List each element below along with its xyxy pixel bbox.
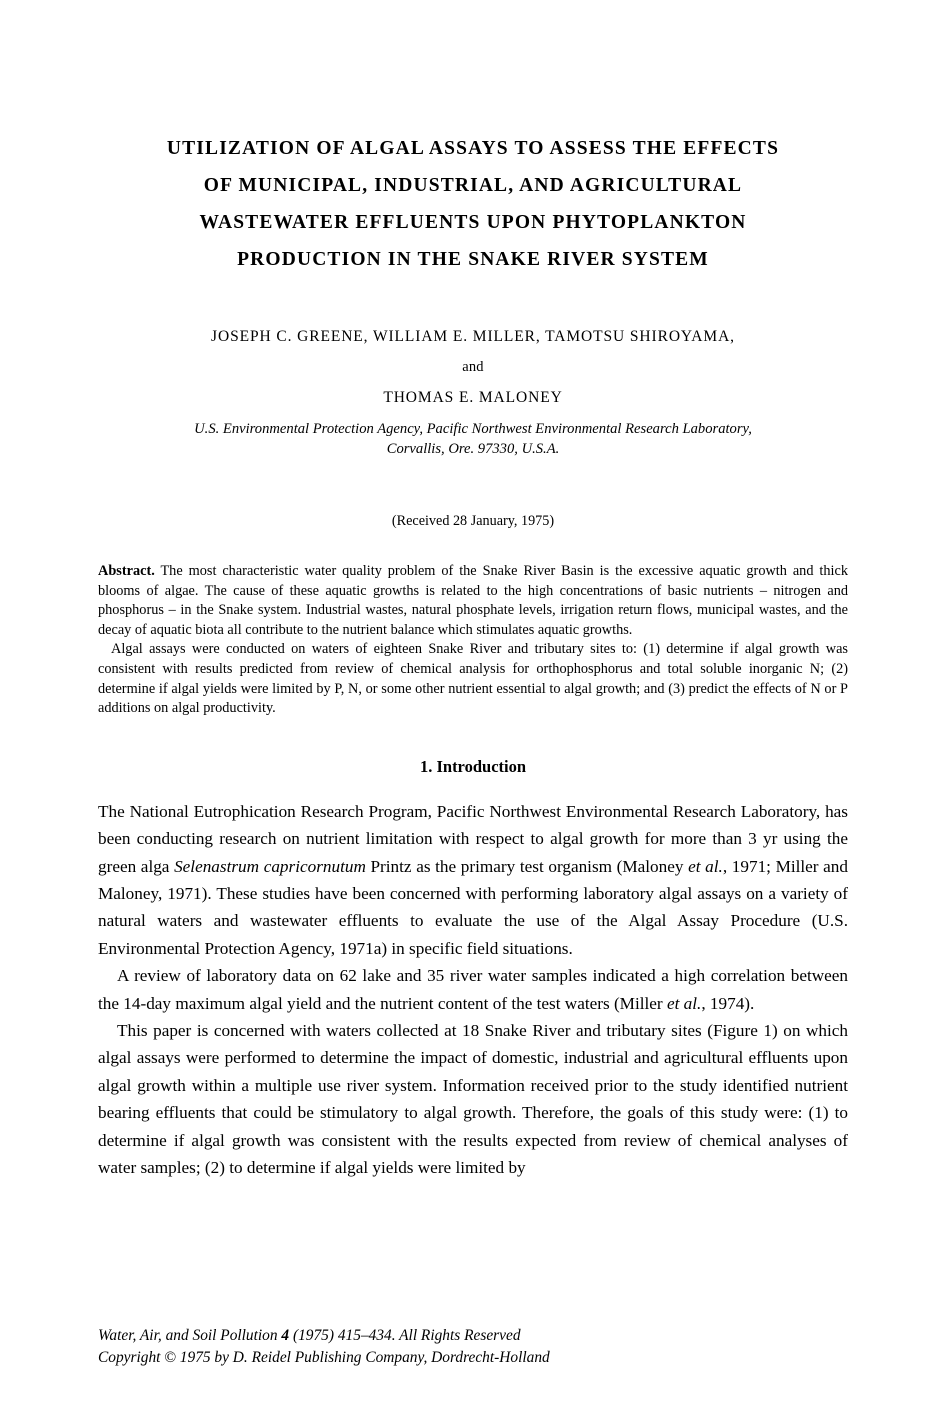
- section-heading-introduction: 1. Introduction: [419, 756, 527, 776]
- affiliation-line-2: Corvallis, Ore. 97330, U.S.A.: [386, 441, 560, 457]
- abstract-paragraph-2: Algal assays were conducted on waters of eighteen Snake River and tributary sites to: (1) determine if algal growth was consistent with results predicted from review of chemical analysis for orthophosphorus and total soluble inorganic N; (2) determine if algal yields were limited by P, N, or some other nutrient essential to algal growth; and (3) predict the effects of N or P additions on algal productivity.: [98, 641, 848, 717]
- body-p1-part-a: The National Eutrophication Research Program, Pacific Northwest Environmental Research Laboratory, has been conducting research on nutrient limitation with respect to algal growth for more than 3 yr using the green alga: [98, 801, 848, 876]
- body-p1-part-c: , 1971; Miller and Maloney, 1971). These studies have been concerned with performing laboratory algal assays on a variety of natural waters and wastewater effluents to evaluate the use of the Algal Assay Procedure (U.S. Environmental Protection Agency, 1971a) in specific field situations.: [98, 856, 848, 958]
- body-paragraph-3: This paper is concerned with waters collected at 18 Snake River and tributary sites (Figure 1) on which algal assays were performed to determine the impact of domestic, industrial and agricultural effluents upon algal growth within a multiple use river system. Information received prior to the study identified nutrient bearing effluents that could be stimulatory to algal growth. Therefore, the goals of this study were: (1) to determine if algal growth was consistent with the results expected from review of chemical analyses of water samples; (2) to determine if algal yields were limited by: [98, 1021, 848, 1178]
- affiliation-line-1: U.S. Environmental Protection Agency, Pacific Northwest Environmental Research Laboratory,: [194, 421, 752, 437]
- footer-citation-line: [98, 1325, 550, 1347]
- body-p1-part-b: Printz as the primary test organism (Maloney: [365, 856, 689, 876]
- body-text: [98, 798, 848, 1182]
- abstract-text-1: The most characteristic water quality problem of the Snake River Basin is the excessive aquatic growth and thick blooms of algae. The cause of these aquatic growths is related to the high concentrations of basic nutrients – nitrogen and phosphorus – in the Snake system. Industrial wastes, natural phosphate levels, irrigation return flows, municipal wastes, and the decay of aquatic biota all contribute to the nutrient balance which stimulates aquatic growths.: [98, 563, 848, 638]
- body-p2-part-a: A review of laboratory data on 62 lake and 35 river water samples indicated a high correlation between the 14-day maximum algal yield and the nutrient content of the test waters (Miller: [98, 966, 848, 1013]
- title-line-4: PRODUCTION IN THE SNAKE RIVER SYSTEM: [237, 249, 709, 270]
- title-line-3: WASTEWATER EFFLUENTS UPON PHYTOPLANKTON: [199, 212, 747, 233]
- page-footer: [98, 1325, 550, 1369]
- body-paragraph-2: [98, 962, 848, 1017]
- author-list-primary: JOSEPH C. GREENE, WILLIAM E. MILLER, TAMOTSU SHIROYAMA,: [211, 328, 735, 345]
- title-line-1: UTILIZATION OF ALGAL ASSAYS TO ASSESS THE EFFECTS: [166, 138, 780, 159]
- affiliation: [98, 419, 848, 459]
- footer-citation: (1975) 415–434. All Rights Reserved: [289, 1327, 521, 1344]
- footer-copyright: Copyright © 1975 by D. Reidel Publishing Company, Dordrecht-Holland: [98, 1349, 550, 1366]
- abstract-section: [98, 562, 848, 719]
- footer-journal-name: Water, Air, and Soil Pollution: [98, 1327, 278, 1344]
- body-p1-species-name: Selenastrum capricornutum: [174, 856, 366, 876]
- author-conjunction: and: [462, 359, 484, 375]
- abstract-paragraph-1: [98, 562, 848, 640]
- body-p1-etal: et al.: [688, 856, 723, 876]
- received-date: (Received 28 January, 1975): [391, 513, 555, 529]
- author-last: THOMAS E. MALONEY: [383, 389, 563, 406]
- title-line-2: OF MUNICIPAL, INDUSTRIAL, AND AGRICULTURAL: [203, 175, 743, 196]
- body-paragraph-1: [98, 798, 848, 962]
- page-title: [98, 130, 848, 278]
- abstract-label: Abstract.: [98, 563, 155, 579]
- footer-volume: 4: [277, 1327, 290, 1344]
- body-p2-etal: et al.: [666, 993, 702, 1013]
- body-p2-part-b: , 1974).: [701, 993, 755, 1013]
